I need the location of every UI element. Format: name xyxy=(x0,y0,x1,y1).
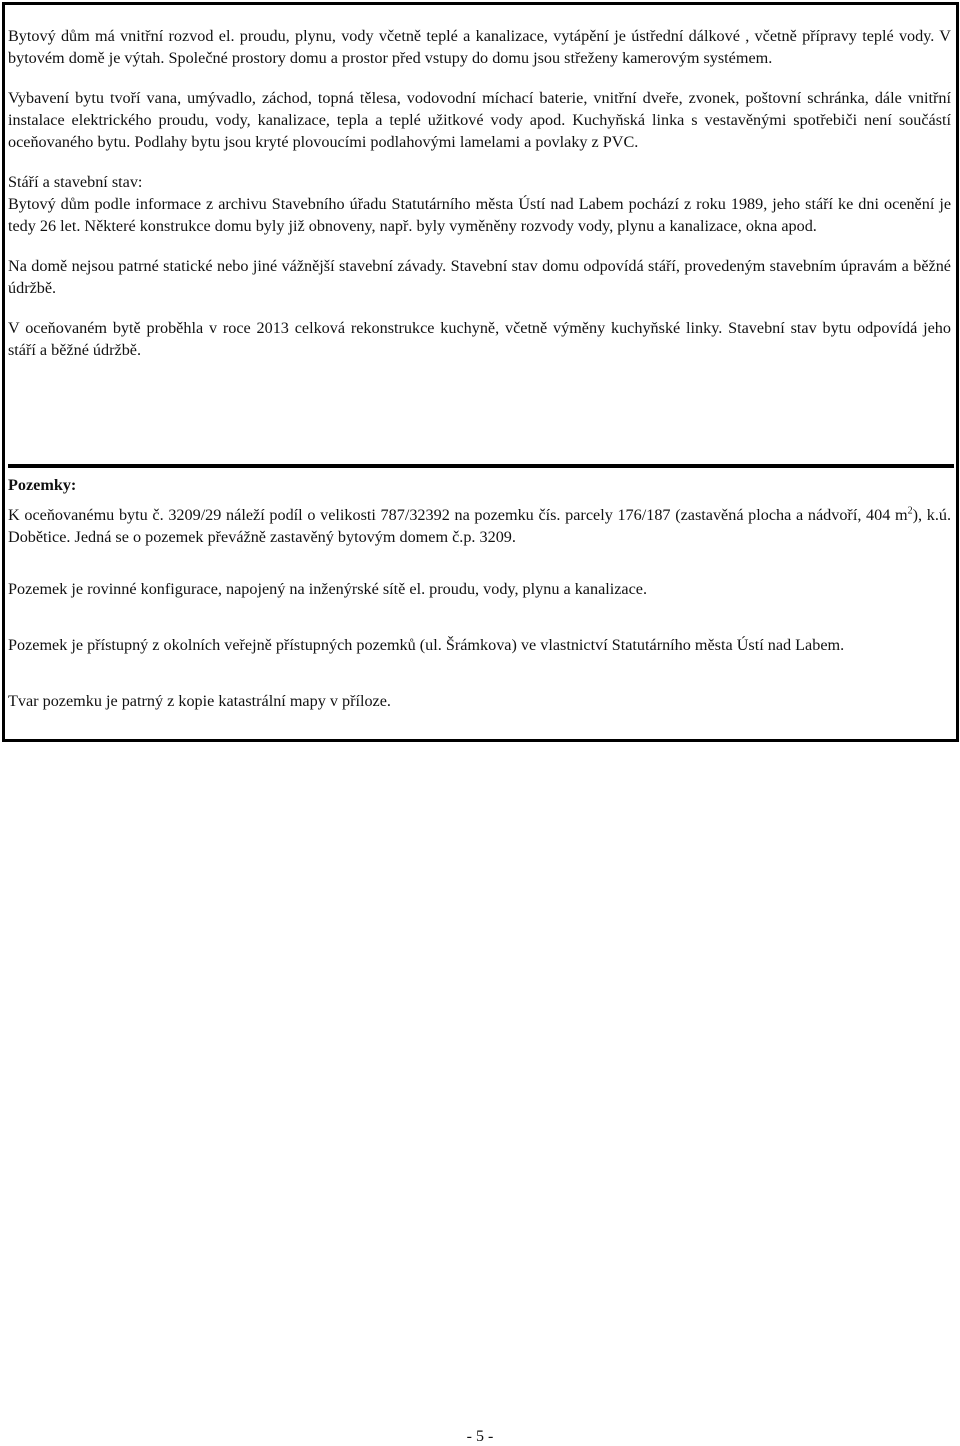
square-meter-superscript: 2 xyxy=(907,505,913,517)
land-shape-paragraph: Tvar pozemku je patrný z kopie katastrální mapy v příloze. xyxy=(8,692,391,710)
land-terrain-paragraph: Pozemek je rovinné konfigurace, napojený na inženýrské sítě el. proudu, vody, plynu a kanalizace. xyxy=(8,580,648,598)
land-ownership-text-end: ), k.ú. Dobětice. Jedná se o pozemek převážně zastavěný bytovým domem č.p. 3209. xyxy=(8,506,952,546)
page-number: - 5 - xyxy=(466,1428,494,1445)
age-condition-section xyxy=(8,171,951,237)
paragraph-defects: Na domě nejsou patrné statické nebo jiné vážnější stavební závady. Stavební stav domu odpovídá stáří, provedeným stavebním úpravám a běžné údržbě. xyxy=(8,257,951,297)
land-section xyxy=(8,474,951,712)
paragraph-building-utilities: Bytový dům má vnitřní rozvod el. proudu, plynu, vody včetně teplé a kanalizace, vytápění je ústřední dálkové , včetně přípravy teplé vody. V bytovém domě je výtah. Společné prostory domu a prostor před vstupy do domu jsou střeženy kamerovým systémem. xyxy=(8,27,951,67)
paragraph-apartment-equipment: Vybavení bytu tvoří vana, umývadlo, záchod, topná tělesa, vodovodní míchací baterie, vnitřní dveře, zvonek, poštovní schránka, dále vnitřní instalace elektrického proudu, vody, kanalizace, tepla a teplé užitkové vody apod. Kuchyňská linka s vestavěnými spotřebiči není součástí oceňovaného bytu. Podlahy bytu jsou kryté plovoucími podlahovými lamelami a povlaky z PVC. xyxy=(8,89,951,151)
section-divider xyxy=(8,464,954,468)
land-ownership-text: K oceňovanému bytu č. 3209/29 náleží podíl o velikosti 787/32392 na pozemku čís. parcely 176/187 (zastavěná plocha a nádvoří, 404 m xyxy=(8,506,908,524)
paragraph-renovation: V oceňovaném bytě proběhla v roce 2013 celková rekonstrukce kuchyně, včetně výměny kuchyňské linky. Stavební stav bytu odpovídá jeho stáří a běžné údržbě. xyxy=(8,319,951,359)
land-heading: Pozemky: xyxy=(8,476,77,494)
building-description xyxy=(8,25,951,361)
land-ownership-paragraph xyxy=(8,504,951,548)
land-access-paragraph: Pozemek je přístupný z okolních veřejně přístupných pozemků (ul. Šrámkova) ve vlastnictví Statutárního města Ústí nad Labem. xyxy=(8,636,845,654)
age-condition-heading: Stáří a stavební stav: xyxy=(8,173,143,191)
age-condition-text: Bytový dům podle informace z archivu Stavebního úřadu Statutárního města Ústí nad Labem pochází z roku 1989, jeho stáří ke dni ocenění je tedy 26 let. Některé konstrukce domu byly již obnoveny, např. byly vyměněny rozvody vody, plynu a kanalizace, okna apod. xyxy=(8,195,951,235)
